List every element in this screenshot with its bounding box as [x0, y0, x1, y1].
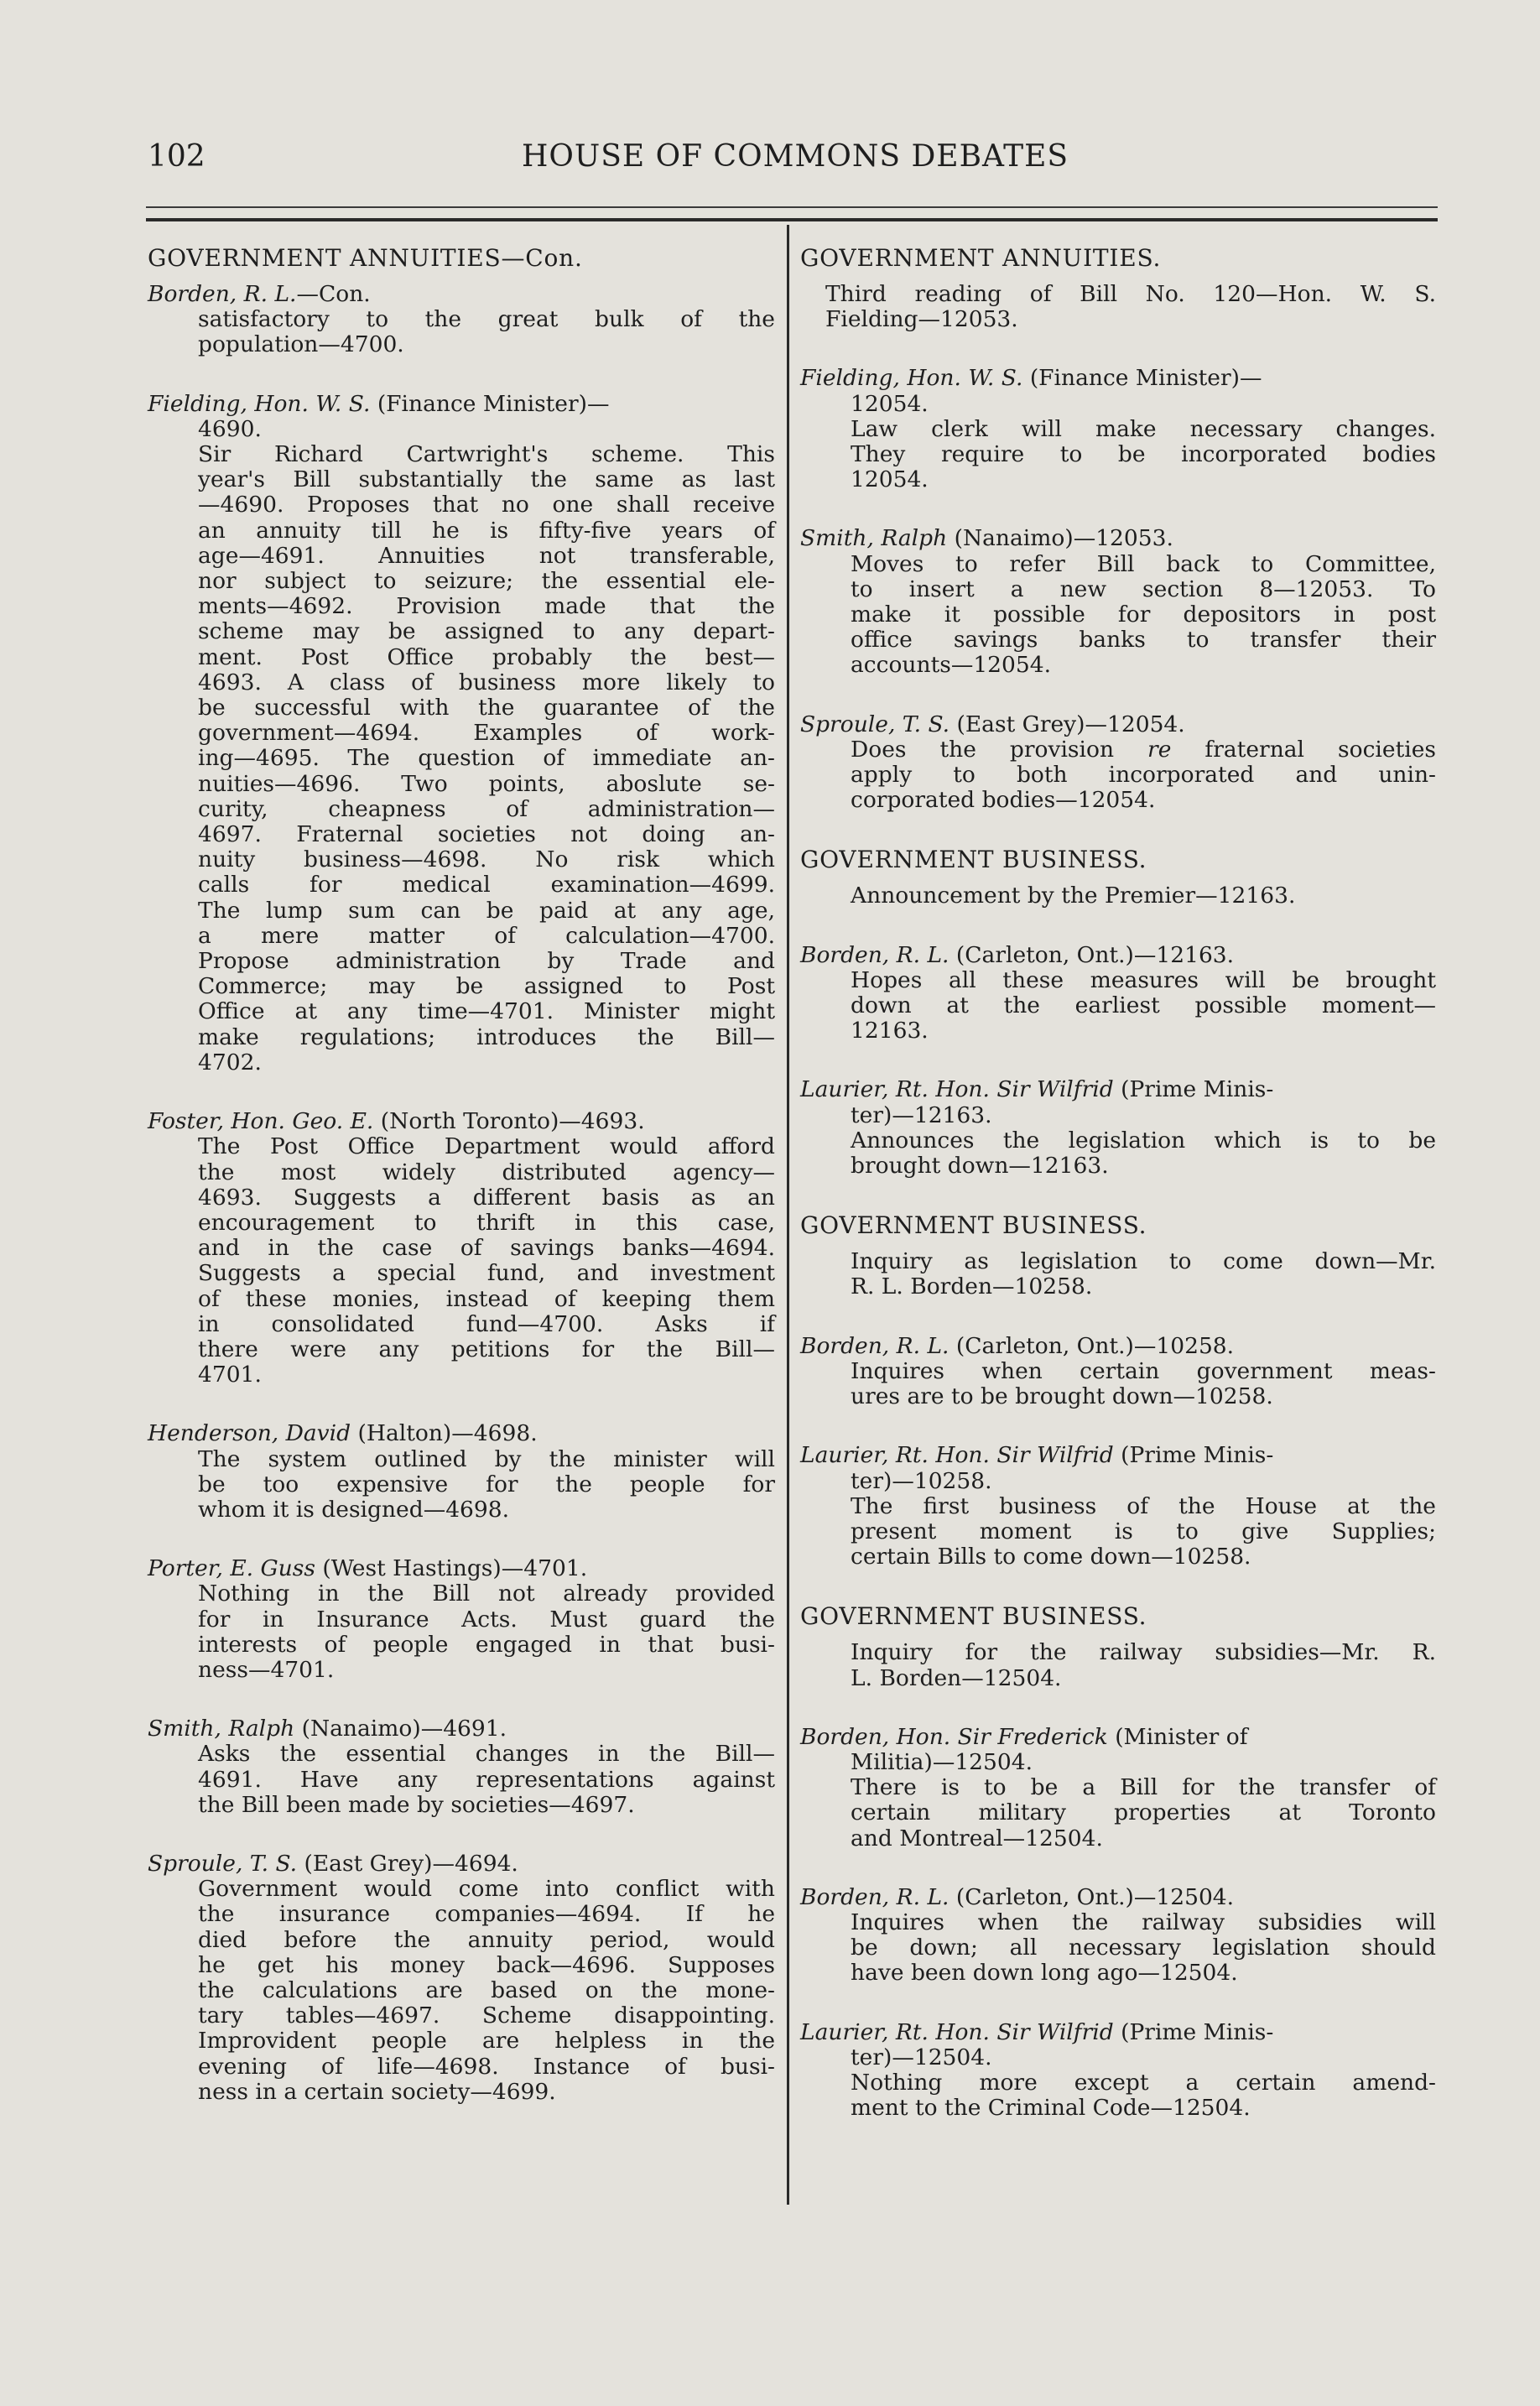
speaker-name: Fielding, Hon. W. S. — [800, 365, 1023, 392]
text-line: nuity business—4698. No risk which — [198, 846, 775, 873]
text-line: have been down long ago—12504. — [851, 1960, 1238, 1987]
speaker-name: Laurier, Rt. Hon. Sir Wilfrid — [800, 2018, 1114, 2045]
speaker-entry — [800, 1725, 1436, 1750]
speaker-entry — [800, 1885, 1436, 1910]
entry-text — [148, 1447, 775, 1523]
latin-term: re — [1147, 736, 1172, 763]
text-line: Announces the legislation which is to be — [851, 1127, 1436, 1154]
text-line: Propose administration by Trade and — [198, 948, 775, 975]
text-line: There is to be a Bill for the transfer of — [851, 1774, 1436, 1801]
text-line: he get his money back—4696. Supposes — [198, 1951, 775, 1978]
speaker-continuation: 4690. — [198, 415, 262, 442]
text-line: a mere matter of calculation—4700. — [198, 922, 775, 949]
text-line: to insert a new section 8—12053. To — [851, 575, 1436, 602]
text-line: Nothing in the Bill not already provided — [198, 1581, 775, 1607]
text-line: population—4700. — [198, 331, 404, 358]
text-line: down at the earliest possible moment— — [851, 992, 1436, 1019]
speaker-detail: —Con. — [296, 281, 371, 307]
header-rule-thick — [146, 218, 1438, 221]
entry-text-part: Does the provision — [851, 736, 1148, 763]
text-line: 4693. A class of business more likely to — [198, 669, 775, 695]
text-line: for in Insurance Acts. Must guard the — [198, 1606, 775, 1633]
text-line: Inquiry as legislation to come down—Mr. — [851, 1248, 1436, 1275]
text-line: Asks the essential changes in the Bill— — [198, 1741, 775, 1768]
speaker-name: Fielding, Hon. W. S. — [148, 390, 371, 417]
text-line: The Post Office Department would afford — [198, 1133, 775, 1160]
speaker-detail: (Halton)—4698. — [351, 1420, 538, 1447]
speaker-detail: (East Grey)—12054. — [949, 711, 1185, 737]
text-line: corporated bodies—12054. — [851, 787, 1156, 814]
text-line: —4690. Proposes that no one shall receive — [198, 492, 775, 518]
text-line: Sir Richard Cartwright's scheme. This — [198, 441, 775, 468]
speaker-name: Laurier, Rt. Hon. Sir Wilfrid — [800, 1442, 1114, 1469]
speaker-detail: (Nanaimo)—12053. — [947, 525, 1173, 552]
text-line: L. Borden—12504. — [851, 1664, 1062, 1691]
entry-text — [148, 1742, 775, 1818]
text-line: the calculations are based on the mone- — [198, 1976, 775, 2003]
text-line: curity, cheapness of administration— — [198, 795, 775, 822]
text-line: the most widely distributed agency— — [198, 1159, 775, 1185]
entry-text — [800, 2070, 1436, 2121]
speaker-detail: (Carleton, Ont.)—12504. — [949, 1883, 1235, 1910]
speaker-entry — [800, 526, 1436, 551]
speaker-continuation: ter)—12504. — [851, 2044, 992, 2070]
text-line: present moment is to give Supplies; — [851, 1518, 1436, 1544]
text-line: government—4694. Examples of work- — [198, 720, 775, 747]
text-line: Suggests a special fund, and investment — [198, 1260, 775, 1287]
speaker-name: Laurier, Rt. Hon. Sir Wilfrid — [800, 1076, 1114, 1103]
entry-text — [800, 1775, 1436, 1851]
text-line: whom it is designed—4698. — [198, 1496, 510, 1523]
left-column — [148, 245, 775, 2105]
text-line: certain military properties at Toronto — [851, 1799, 1436, 1826]
text-line: calls for medical examination—4699. — [198, 872, 775, 898]
text-line: Commerce; may be assigned to Post — [198, 973, 775, 1000]
text-line: nor subject to seizure; the essential ele- — [198, 568, 775, 595]
text-line: an annuity till he is fifty-five years of — [198, 517, 775, 544]
text-line: Office at any time—4701. Minister might — [198, 998, 775, 1025]
entry-text-part: fraternal societies — [1171, 736, 1436, 763]
text-line: ness in a certain society—4699. — [198, 2078, 556, 2105]
entry-text — [800, 282, 1436, 332]
text-line: be down; all necessary legislation should — [851, 1935, 1436, 1961]
text-line: Moves to refer Bill back to Committee, — [851, 550, 1436, 577]
text-line: satisfactory to the great bulk of the — [198, 306, 775, 333]
speaker-detail: (Minister of — [1107, 1723, 1248, 1750]
speaker-detail: (East Grey)—4694. — [297, 1850, 518, 1877]
text-line: encouragement to thrift in this case, — [198, 1209, 775, 1236]
text-line: R. L. Borden—10258. — [851, 1273, 1093, 1300]
section-heading: GOVERNMENT BUSINESS. — [800, 1211, 1147, 1240]
text-line: interests of people engaged in that busi- — [198, 1631, 775, 1658]
entry-text — [800, 1128, 1436, 1179]
running-head: HOUSE OF COMMONS DEBATES — [521, 139, 1069, 174]
text-line: ment. Post Office probably the best— — [198, 643, 775, 670]
text-line: The first business of the House at the — [851, 1492, 1436, 1519]
speaker-name: Foster, Hon. Geo. E. — [148, 1108, 374, 1135]
text-line: year's Bill substantially the same as last — [198, 466, 775, 493]
entry-text — [800, 417, 1436, 493]
entry-text — [800, 968, 1436, 1044]
speaker-name: Smith, Ralph — [800, 525, 948, 552]
speaker-entry — [800, 1077, 1436, 1102]
entry-text — [800, 1640, 1436, 1690]
text-line: ness—4701. — [198, 1656, 335, 1683]
text-line: nuities—4696. Two points, aboslute se- — [198, 770, 775, 797]
speaker-detail: (Carleton, Ont.)—12163. — [949, 941, 1235, 968]
text-line: the insurance companies—4694. If he — [198, 1901, 775, 1928]
text-line: and Montreal—12504. — [851, 1825, 1103, 1851]
entry-text — [148, 1581, 775, 1683]
text-line: certain Bills to come down—10258. — [851, 1544, 1251, 1570]
text-line: in consolidated fund—4700. Asks if — [198, 1310, 775, 1337]
page-number: 102 — [148, 139, 206, 174]
speaker-name: Porter, E. Guss — [148, 1555, 315, 1582]
text-line: the Bill been made by societies—4697. — [198, 1791, 635, 1818]
text-line: Law clerk will make necessary changes. — [851, 415, 1436, 442]
entry-text — [800, 1359, 1436, 1409]
speaker-name: Borden, R. L. — [800, 1883, 949, 1910]
speaker-continuation: ter)—12163. — [851, 1101, 992, 1128]
speaker-entry — [800, 1443, 1436, 1468]
text-line: Hopes all these measures will be brought — [851, 966, 1436, 993]
right-column — [800, 245, 1436, 2121]
speaker-detail: (Prime Minis- — [1113, 1442, 1274, 1469]
text-line: accounts—12054. — [851, 652, 1052, 679]
text-line: brought down—12163. — [851, 1153, 1109, 1180]
text-line: They require to be incorporated bodies — [851, 441, 1436, 468]
speaker-detail: (Finance Minister)— — [1022, 365, 1262, 392]
text-line: 4697. Fraternal societies not doing an- — [198, 821, 775, 848]
speaker-name: Borden, R. L. — [800, 1332, 949, 1359]
speaker-name: Sproule, T. S. — [800, 711, 950, 737]
text-line: 12163. — [851, 1018, 929, 1044]
speaker-entry — [148, 1716, 775, 1742]
speaker-name: Borden, R. L. — [800, 941, 949, 968]
entry-text — [800, 1494, 1436, 1570]
speaker-name: Smith, Ralph — [148, 1716, 295, 1742]
text-line: The system outlined by the minister will — [198, 1445, 775, 1472]
speaker-entry — [148, 1109, 775, 1134]
entry-text — [148, 442, 775, 1075]
text-line: Third reading of Bill No. 120—Hon. W. S. — [825, 281, 1436, 307]
speaker-detail: (Nanaimo)—4691. — [294, 1716, 507, 1742]
speaker-entry — [800, 366, 1436, 391]
text-line: age—4691. Annuities not transferable, — [198, 542, 775, 569]
text-line: there were any petitions for the Bill— — [198, 1336, 775, 1362]
entry-text-lines — [851, 763, 1436, 813]
section-heading: GOVERNMENT BUSINESS. — [800, 1602, 1147, 1631]
text-line: office savings banks to transfer their — [851, 627, 1436, 654]
entry-text — [148, 307, 775, 357]
text-line: Inquiry for the railway subsidies—Mr. R. — [851, 1639, 1436, 1666]
text-line: 4702. — [198, 1049, 262, 1075]
speaker-entry — [800, 2020, 1436, 2045]
text-line: scheme may be assigned to any depart- — [198, 618, 775, 645]
speaker-entry — [800, 943, 1436, 968]
entry-text — [800, 1910, 1436, 1987]
text-line: evening of life—4698. Instance of busi- — [198, 2053, 775, 2080]
text-line: Improvident people are helpless in the — [198, 2028, 775, 2054]
speaker-detail: (West Hastings)—4701. — [315, 1555, 588, 1582]
speaker-name: Sproule, T. S. — [148, 1850, 298, 1877]
section-heading: GOVERNMENT BUSINESS. — [800, 846, 1147, 874]
entry-text: Announcement by the Premier—12163. — [851, 883, 1296, 909]
text-line: 4693. Suggests a different basis as an — [198, 1184, 775, 1211]
speaker-entry — [148, 1421, 775, 1446]
speaker-detail: (North Toronto)—4693. — [373, 1108, 645, 1135]
column-divider — [787, 225, 789, 2205]
speaker-detail: (Prime Minis- — [1113, 1076, 1274, 1103]
speaker-detail: (Prime Minis- — [1113, 2018, 1274, 2045]
text-line: and in the case of savings banks—4694. — [198, 1235, 775, 1262]
speaker-entry — [148, 1851, 775, 1877]
speaker-entry — [800, 712, 1436, 737]
speaker-name: Borden, R. L. — [148, 281, 297, 307]
text-line: tary tables—4697. Scheme disappointing. — [198, 2002, 775, 2029]
text-line: be too expensive for the people for — [198, 1471, 775, 1497]
text-line: Fielding—12053. — [825, 306, 1018, 333]
text-line: of these monies, instead of keeping them — [198, 1285, 775, 1312]
text-line: died before the annuity period, would — [198, 1926, 775, 1953]
text-line: make regulations; introduces the Bill— — [198, 1023, 775, 1050]
entry-text — [148, 1877, 775, 2105]
text-line: Inquires when certain government meas- — [851, 1357, 1436, 1384]
section-heading: GOVERNMENT ANNUITIES. — [800, 244, 1162, 272]
text-line: ments—4692. Provision made that the — [198, 593, 775, 620]
text-line: ment to the Criminal Code—12504. — [851, 2095, 1251, 2122]
entry-text — [148, 1134, 775, 1388]
speaker-entry — [148, 282, 775, 307]
speaker-continuation: 12054. — [851, 390, 929, 417]
entry-text — [800, 737, 1436, 814]
speaker-detail: (Finance Minister)— — [370, 390, 610, 417]
text-line: ing—4695. The question of immediate an- — [198, 745, 775, 772]
speaker-entry — [148, 1556, 775, 1581]
speaker-continuation: Militia)—12504. — [851, 1748, 1033, 1775]
text-line: Government would come into conflict with — [198, 1876, 775, 1903]
speaker-entry — [800, 1334, 1436, 1359]
entry-text — [800, 552, 1436, 679]
speaker-name: Henderson, David — [148, 1420, 351, 1447]
header-rule-thin — [146, 206, 1438, 208]
text-line: make it possible for depositors in post — [851, 602, 1436, 628]
text-line: be successful with the guarantee of the — [198, 695, 775, 721]
speaker-detail: (Carleton, Ont.)—10258. — [949, 1332, 1235, 1359]
text-line: The lump sum can be paid at any age, — [198, 897, 775, 924]
text-line: Nothing more except a certain amend- — [851, 2069, 1436, 2096]
section-heading: GOVERNMENT ANNUITIES—Con. — [148, 244, 583, 272]
text-line: 12054. — [851, 466, 929, 493]
speaker-name: Borden, Hon. Sir Frederick — [800, 1723, 1108, 1750]
text-line: ures are to be brought down—10258. — [851, 1383, 1273, 1410]
text-line: Inquires when the railway subsidies will — [851, 1909, 1436, 1935]
entry-text — [800, 1249, 1436, 1299]
text-line: apply to both incorporated and unin- — [851, 762, 1436, 789]
text-line: 4701. — [198, 1362, 262, 1388]
speaker-entry — [148, 392, 775, 417]
speaker-continuation: ter)—10258. — [851, 1467, 992, 1494]
text-line: 4691. Have any representations against — [198, 1766, 775, 1793]
